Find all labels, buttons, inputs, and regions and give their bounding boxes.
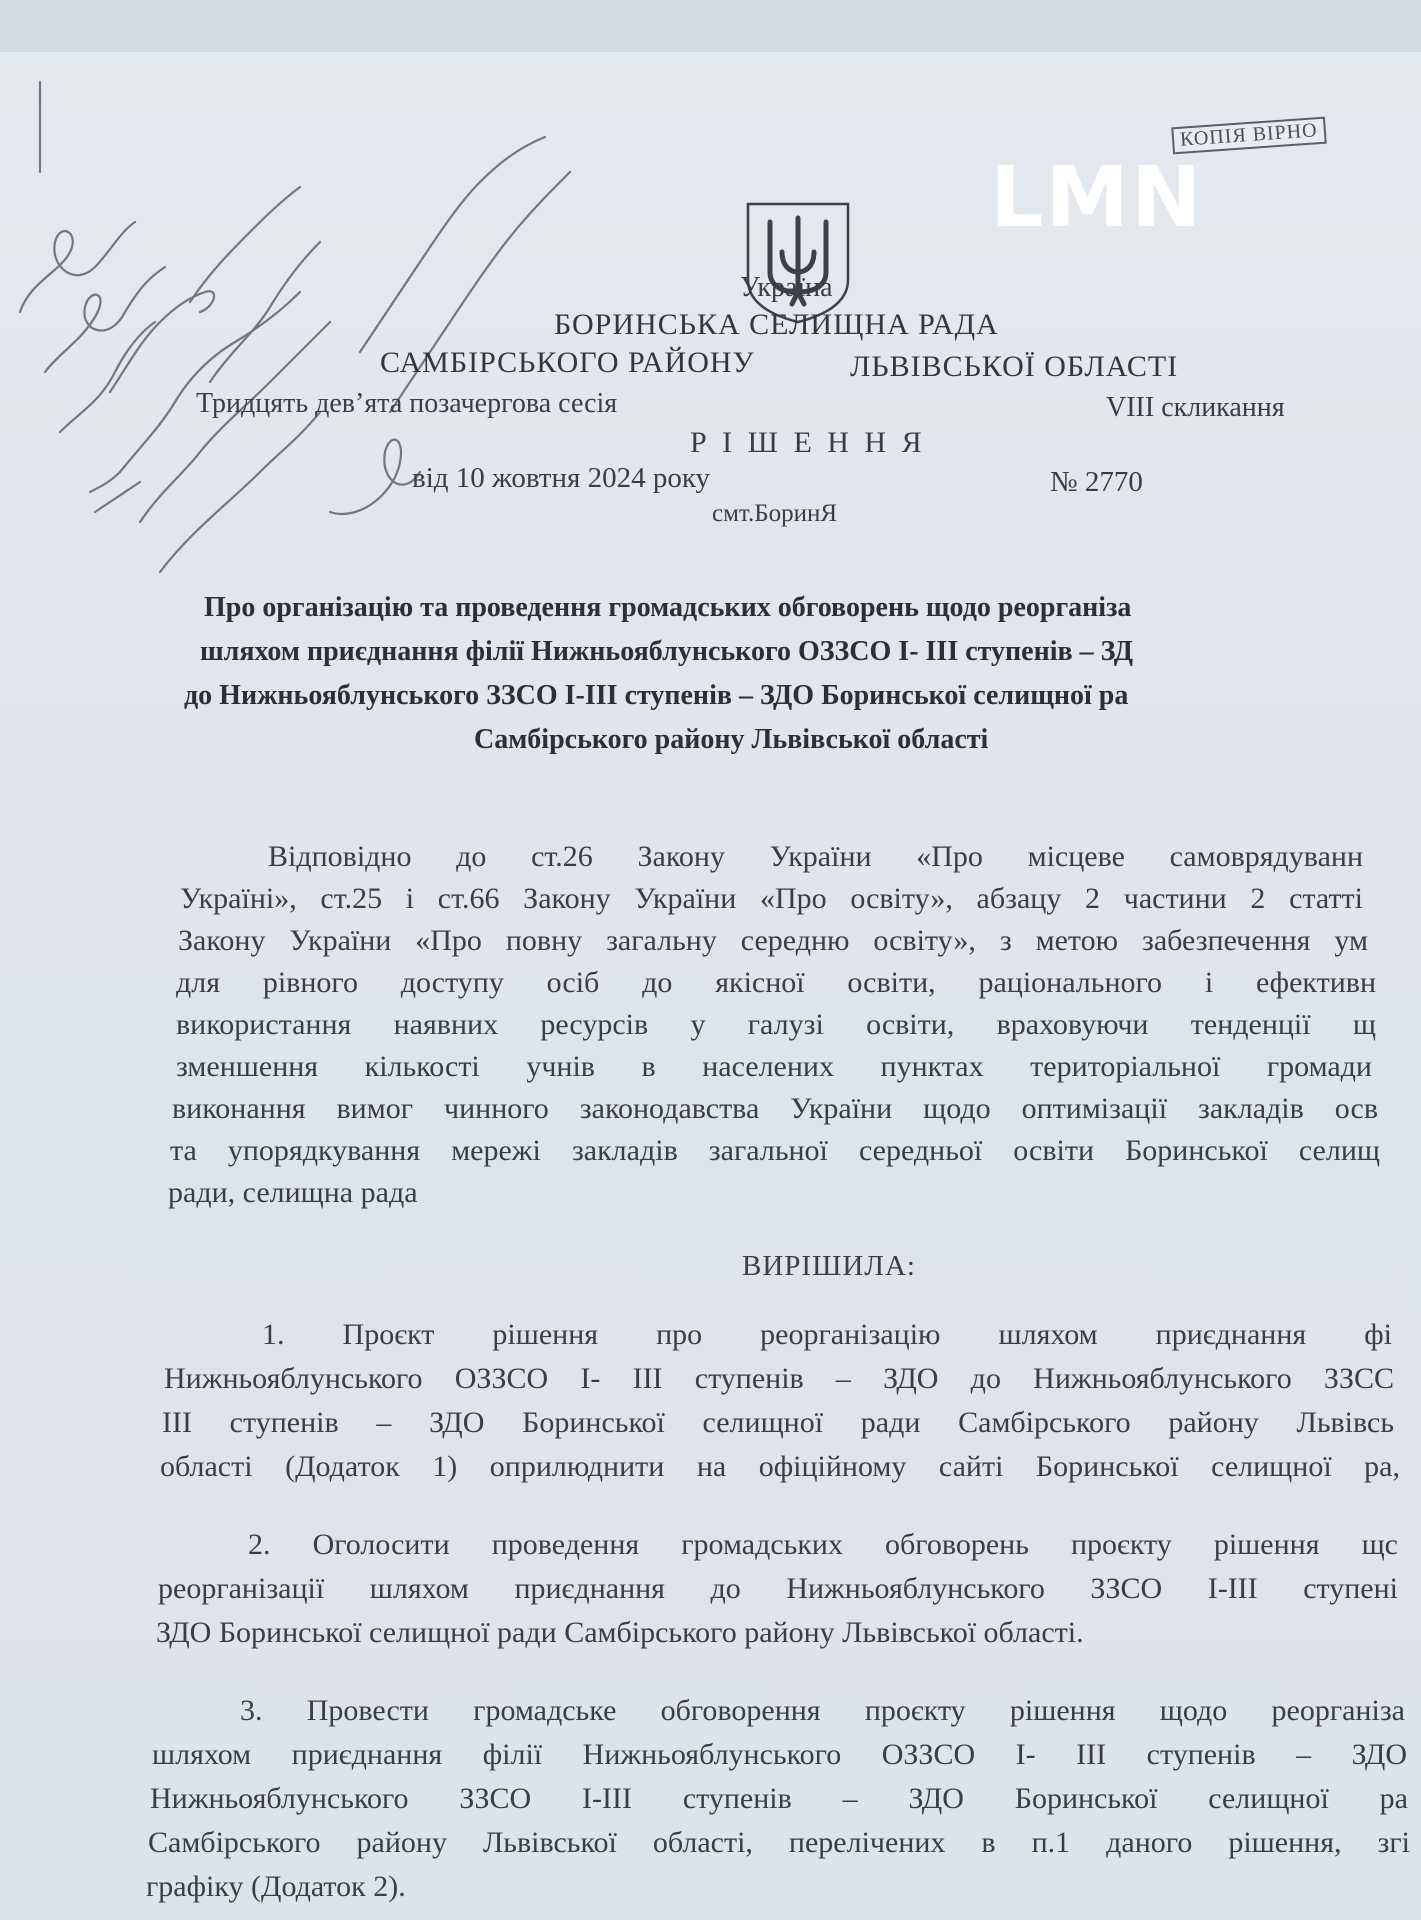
preamble-line: та упорядкування мережі закладів загальної середньої освіти Боринської селищ bbox=[170, 1134, 1380, 1167]
copy-stamp: КОПІЯ ВІРНО bbox=[1171, 117, 1326, 155]
council-name: БОРИНСЬКА СЕЛИЩНА РАДА bbox=[554, 308, 999, 341]
document-page bbox=[0, 52, 1421, 1920]
document-type: Р І Ш Е Н Н Я bbox=[690, 426, 926, 459]
item-line: Нижньояблунського ОЗЗСО І- ІІІ ступенів – ЗДО до Нижньояблунського ЗЗСС bbox=[164, 1362, 1394, 1395]
item-line: Нижньояблунського ЗЗСО І-ІІІ ступенів – ЗДО Боринської селищної ра bbox=[150, 1782, 1408, 1815]
item-line: шляхом приєднання філії Нижньояблунського ОЗЗСО І- ІІІ ступенів – ЗДО bbox=[152, 1738, 1407, 1771]
district-name: САМБІРСЬКОГО РАЙОНУ bbox=[380, 346, 755, 379]
preamble-line: для рівного доступу осіб до якісної освіти, раціонального і ефективн bbox=[176, 966, 1376, 999]
document-place: смт.БоринЯ bbox=[712, 500, 837, 527]
session-label: Тридцять дев’ята позачергова сесія bbox=[196, 388, 618, 419]
resolved-heading: ВИРІШИЛА: bbox=[742, 1250, 916, 1282]
item-line: ІІІ ступенів – ЗДО Боринської селищної ради Самбірського району Львівсь bbox=[162, 1406, 1394, 1439]
country-name: Україна bbox=[740, 272, 833, 303]
brand-watermark: LMN bbox=[990, 148, 1204, 246]
preamble-line: виконання вимог чинного законодавства України щодо оптимізації закладів осв bbox=[172, 1092, 1378, 1125]
trident-emblem-icon bbox=[742, 200, 854, 324]
preamble-line: Закону України «Про повну загальну середню освіту», з метою забезпечення ум bbox=[178, 924, 1368, 957]
item-line: області (Додаток 1) оприлюднити на офіційному сайті Боринської селищної ра, bbox=[160, 1450, 1400, 1483]
item-line: 3. Провести громадське обговорення проєкту рішення щодо реорганіза bbox=[240, 1694, 1405, 1727]
title-line: шляхом приєднання філії Нижньояблунського ОЗЗСО І- ІІІ ступенів – ЗД bbox=[200, 636, 1133, 667]
preamble-line: використання наявних ресурсів у галузі освіти, враховуючи тенденції щ bbox=[176, 1008, 1376, 1041]
item-line: реорганізації шляхом приєднання до Нижньояблунського ЗЗСО І-ІІІ ступені bbox=[158, 1572, 1398, 1605]
item-line: ЗДО Боринської селищної ради Самбірського району Львівської області. bbox=[156, 1616, 1084, 1649]
document-date: від 10 жовтня 2024 року bbox=[412, 462, 711, 494]
title-line: Про організацію та проведення громадських обговорень щодо реорганіза bbox=[204, 592, 1132, 623]
title-line: до Нижньояблунського ЗЗСО І-ІІІ ступенів – ЗДО Боринської селищної ра bbox=[184, 680, 1129, 711]
item-line: 2. Оголосити проведення громадських обговорень проєкту рішення щс bbox=[248, 1528, 1398, 1561]
preamble-line: зменшення кількості учнів в населених пунктах територіальної громади bbox=[176, 1050, 1372, 1083]
document-number: № 2770 bbox=[1050, 466, 1143, 498]
title-line: Самбірського району Львівської області bbox=[474, 724, 989, 755]
region-name: ЛЬВІВСЬКОЇ ОБЛАСТІ bbox=[850, 350, 1179, 383]
item-line: Самбірського району Львівської області, перелічених в п.1 даного рішення, згі bbox=[148, 1826, 1410, 1859]
item-line: 1. Проєкт рішення про реорганізацію шляхом приєднання фі bbox=[262, 1318, 1392, 1351]
item-line: графіку (Додаток 2). bbox=[146, 1870, 406, 1903]
preamble-line: Україні», ст.25 і ст.66 Закону України «Про освіту», абзацу 2 частини 2 статті bbox=[180, 882, 1363, 915]
preamble-line: ради, селищна рада bbox=[168, 1176, 418, 1209]
preamble-line: Відповідно до ст.26 Закону України «Про місцеве самоврядуванн bbox=[268, 840, 1363, 873]
convocation-label: VIII скликання bbox=[1106, 392, 1285, 423]
